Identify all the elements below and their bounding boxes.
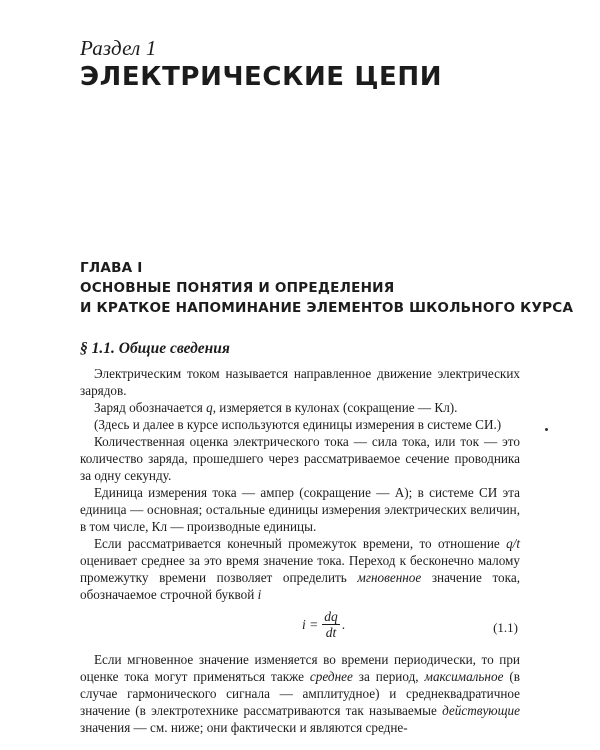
paragraph-instantaneous (80, 535, 520, 603)
formula-denominator: dt (325, 625, 337, 640)
text-run: оценивает среднее за это время значение тока. Переход к бесконечно малому промежутку времени позволяет определить (80, 553, 520, 585)
chapter-number: ГЛАВА I (80, 260, 143, 276)
body-text (80, 365, 520, 736)
emphasis-maximum: максимальное (424, 669, 504, 684)
part-title: ЭЛЕКТРИЧЕСКИЕ ЦЕПИ (80, 62, 443, 92)
chapter-heading (80, 258, 573, 318)
paragraph-charge (80, 399, 520, 416)
text-run: (в случае гармонического сигнала — амплитудное) и среднеквадратичное значение (в электротехнике рассматриваются так называемые (80, 669, 520, 718)
print-speck (545, 428, 548, 431)
chapter-title-line-1: ОСНОВНЫЕ ПОНЯТИЯ И ОПРЕДЕЛЕНИЯ (80, 280, 395, 296)
text-run: Заряд обозначается (94, 400, 207, 415)
subsection-title: § 1.1. Общие сведения (80, 340, 230, 357)
equation-number: (1.1) (493, 620, 518, 635)
section-label: Раздел 1 (80, 36, 157, 60)
paragraph-ampere: Единица измерения тока — ампер (сокращение — А); в системе СИ эта единица — основная; остальные единицы измерения электрических величин, в том числе, Кл — производные единицы. (80, 485, 520, 534)
text-run: за период, (352, 669, 425, 684)
emphasis-average: среднее (309, 669, 353, 684)
text-run: Если мгновенное значение изменяется во времени периодически, то при оценке тока могут применяться также (80, 652, 520, 684)
variable-q: q (206, 400, 213, 415)
formula-period: . (341, 617, 346, 632)
formula-fraction (322, 609, 340, 640)
formula-expression (302, 609, 345, 640)
formula-1-1 (80, 609, 520, 647)
variable-i: i (257, 587, 262, 602)
text-run: Если рассматривается конечный промежуток времени, то отношение (94, 536, 507, 551)
text-run: значения — см. ниже; они фактически и являются средне- (80, 720, 408, 735)
text-run: значение тока, обозначаемое строчной буквой (80, 570, 521, 602)
formula-lhs: i = (302, 617, 319, 632)
chapter-title-line-2: И КРАТКОЕ НАПОМИНАНИЕ ЭЛЕМЕНТОВ ШКОЛЬНОГО КУРСА (80, 300, 574, 316)
paragraph-periodic (80, 651, 520, 736)
text-run: , измеряется в кулонах (сокращение — Кл). (212, 400, 458, 415)
formula-numerator: dq (324, 609, 338, 624)
paragraph-current-strength: Количественная оценка электрического тока — сила тока, или ток — это количество заряда, прошедшего через рассматриваемое сечение проводника за одну секунду. (80, 434, 520, 483)
paragraph-si-note: (Здесь и далее в курсе используются единицы измерения в системе СИ.) (94, 417, 502, 432)
emphasis-instantaneous: мгновенное (357, 570, 422, 585)
emphasis-effective: действующие (442, 703, 520, 718)
variable-q-over-t: q/t (506, 536, 520, 551)
paragraph-current-definition: Электрическим током называется направленное движение электрических зарядов. (80, 366, 520, 398)
